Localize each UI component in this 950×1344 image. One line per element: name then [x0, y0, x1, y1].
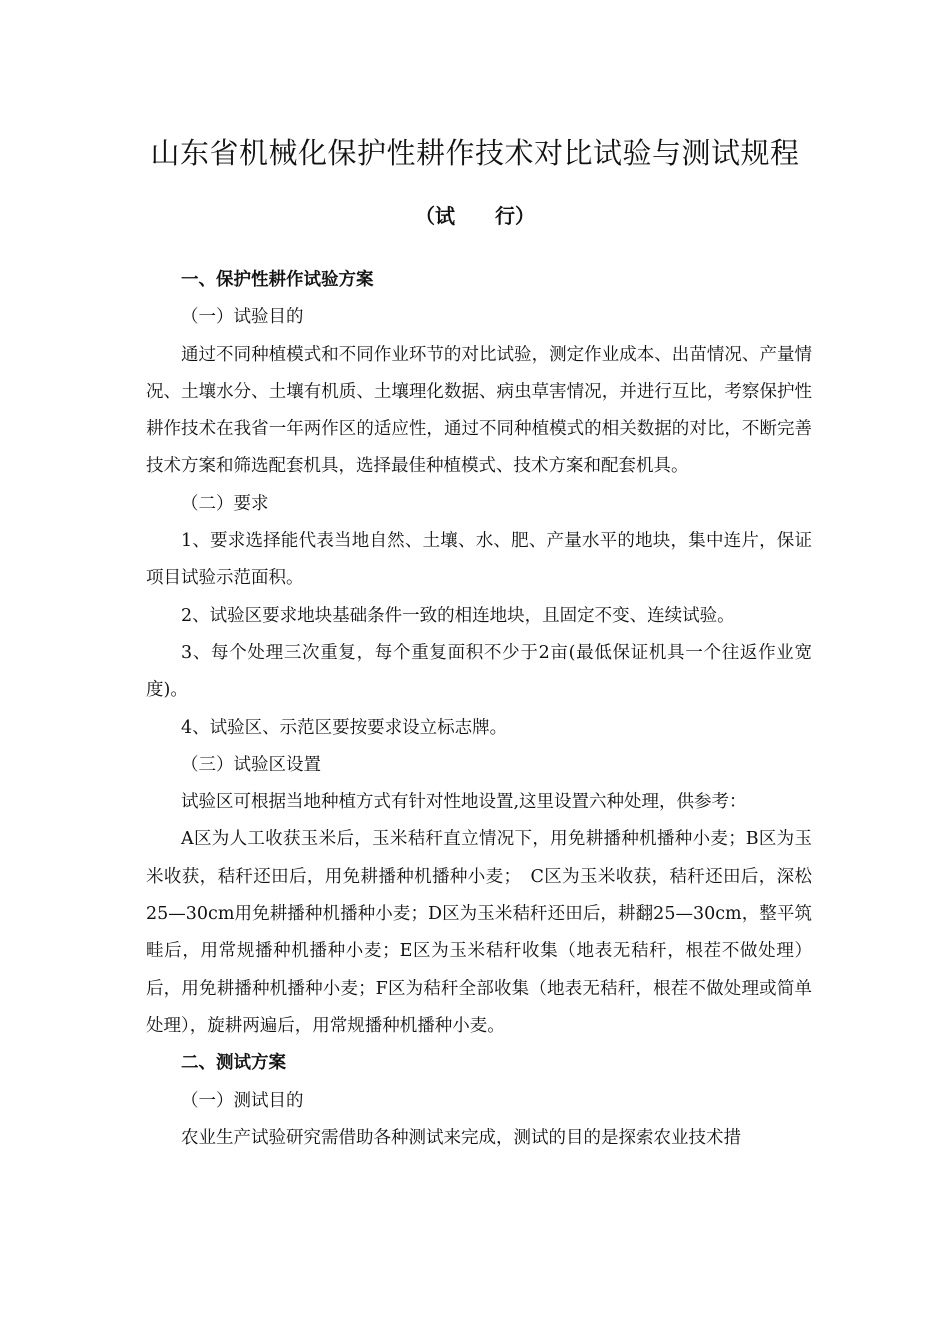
document-title: 山东省机械化保护性耕作技术对比试验与测试规程 — [150, 136, 800, 170]
subsection-heading: （一）测试目的 — [181, 1090, 304, 1111]
document-subtitle: （试 行） — [415, 204, 535, 228]
document-body — [146, 262, 812, 1157]
paragraph: 试验区可根据当地种植方式有针对性地设置,这里设置六种处理，供参考： — [181, 792, 747, 813]
paragraph: A区为人工收获玉米后，玉米秸秆直立情况下，用免耕播种机播种小麦；B区为玉米收获，秸秆还田后，用免耕播种机播种小麦； C区为玉米收获，秸秆还田后，深松25—30cm用免耕播种机播种小麦；D区为玉米秸秆还田后，耕翻25—30cm，整平筑畦后，用常规播种机播种小麦；E区为玉米秸秆收集（地表无秸秆，根茬不做处理）后，用免耕播种机播种小麦；F区为秸秆全部收集（地表无秸秆，根茬不做处理或简单处理），旋耕两遍后，用常规播种机播种小麦。 — [146, 829, 812, 1036]
paragraph: 农业生产试验研究需借助各种测试来完成，测试的目的是探索农业技术措 — [181, 1127, 741, 1148]
subsection-heading: （三）试验区设置 — [181, 754, 321, 775]
paragraph: 3、每个处理三次重复，每个重复面积不少于2亩(最低保证机具一个往返作业宽度)。 — [146, 642, 812, 701]
subsection-heading: （一）试验目的 — [181, 307, 304, 328]
paragraph: 2、试验区要求地块基础条件一致的相连地块，且固定不变、连续试验。 — [181, 605, 735, 626]
subsection-heading: （二）要求 — [181, 493, 269, 514]
paragraph: 1、要求选择能代表当地自然、土壤、水、肥、产量水平的地块，集中连片，保证项目试验示范面积。 — [146, 531, 812, 589]
section-heading: 二、测试方案 — [181, 1053, 286, 1074]
section-heading: 一、保护性耕作试验方案 — [181, 270, 374, 290]
paragraph: 4、试验区、示范区要按要求设立标志牌。 — [181, 717, 508, 738]
paragraph: 通过不同种植模式和不同作业环节的对比试验，测定作业成本、出苗情况、产量情况、土壤水分、土壤有机质、土壤理化数据、病虫草害情况，并进行互比，考察保护性耕作技术在我省一年两作区的适应性，通过不同种植模式的相关数据的对比，不断完善技术方案和筛选配套机具，选择最佳种植模式、技术方案和配套机具。 — [146, 344, 812, 477]
